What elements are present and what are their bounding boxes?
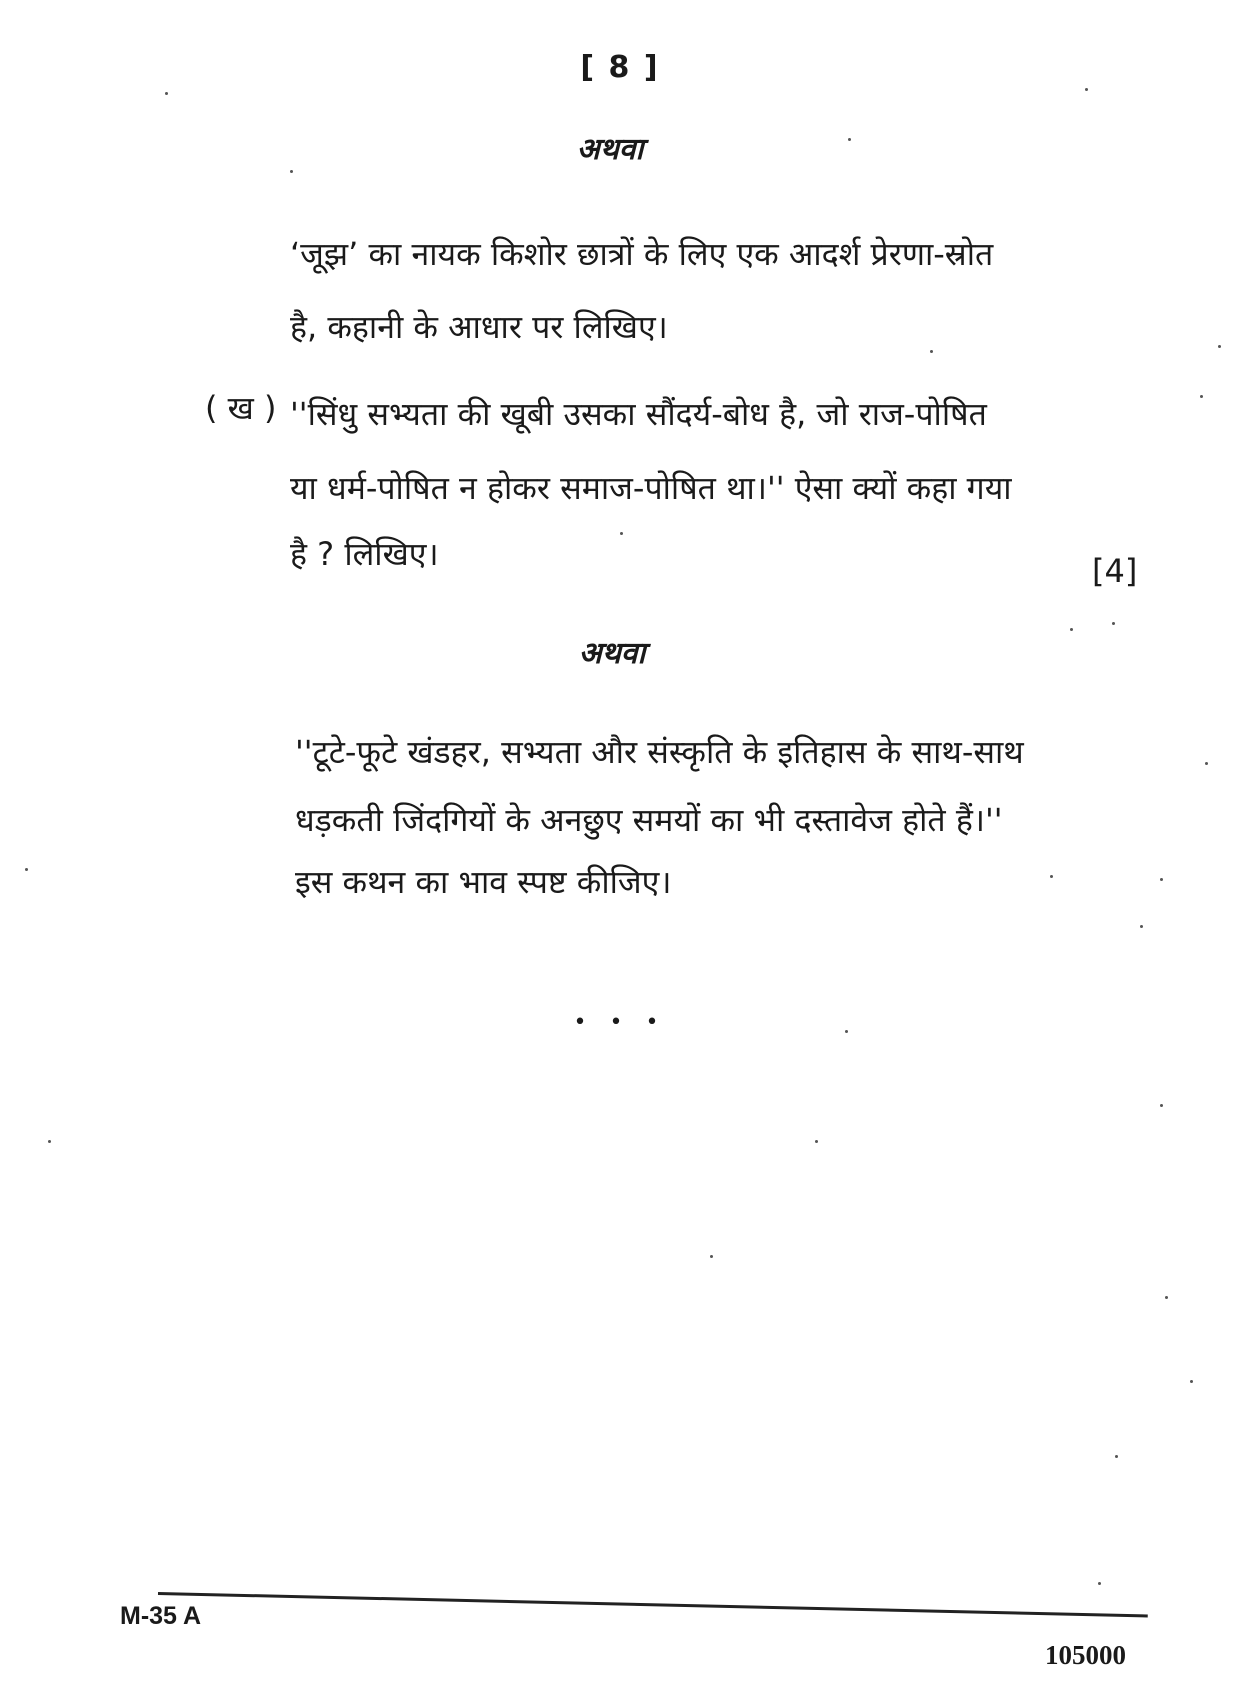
or-heading: अथवा [576,132,644,167]
scan-speck [710,1255,713,1258]
scan-speck [1098,1582,1101,1585]
footer-code: M-35 A [120,1602,202,1630]
scan-speck [1190,1380,1193,1383]
footer-number: 105000 [1045,1640,1126,1670]
question-line: ''सिंधु सभ्यता की खूबी उसका सौंदर्य-बोध है, जो राज-पोषित [290,395,987,433]
question-line: या धर्म-पोषित न होकर समाज-पोषित था।'' ऐसा क्यों कहा गया [290,469,1012,507]
question-line: ‘जूझ’ का नायक किशोर छात्रों के लिए एक आदर्श प्रेरणा-स्रोत [290,235,994,273]
question-line: इस कथन का भाव स्पष्ट कीजिए। [295,863,672,901]
or-heading: अथवा [578,636,646,671]
question-line: है ? लिखिए। [290,535,439,573]
scan-speck [48,1140,51,1143]
scan-speck [1218,345,1221,348]
scan-speck [1085,88,1088,91]
question-line: धड़कती जिंदगियों के अनछुए समयों का भी दस्तावेज होते हैं।'' [295,801,1003,839]
scan-speck [1070,628,1073,631]
scan-speck [815,1140,818,1143]
marks-badge: [4] [1092,552,1138,590]
scan-speck [848,138,851,141]
scan-speck [1160,878,1163,881]
scan-speck [1165,1296,1168,1299]
scan-speck [845,1030,848,1033]
question-label: ( ख ) [205,389,277,427]
scan-speck [1050,875,1053,878]
scan-speck [25,868,28,871]
page-number: [ 8 ] [580,50,660,85]
scan-speck [1200,395,1203,398]
scan-speck [290,170,293,173]
question-line: है, कहानी के आधार पर लिखिए। [290,308,668,346]
scan-speck [1205,762,1208,765]
scan-speck [930,350,933,353]
scan-speck [1140,925,1143,928]
scan-speck [1160,1104,1163,1107]
question-line: ''टूटे-फूटे खंडहर, सभ्यता और संस्कृति के इतिहास के साथ-साथ [295,733,1024,771]
scan-speck [1112,622,1115,625]
scan-speck [165,92,168,95]
end-marker: • • • [573,1010,667,1035]
scan-speck [1115,1455,1118,1458]
footer-rule [158,1592,1148,1617]
scan-speck [620,532,623,535]
